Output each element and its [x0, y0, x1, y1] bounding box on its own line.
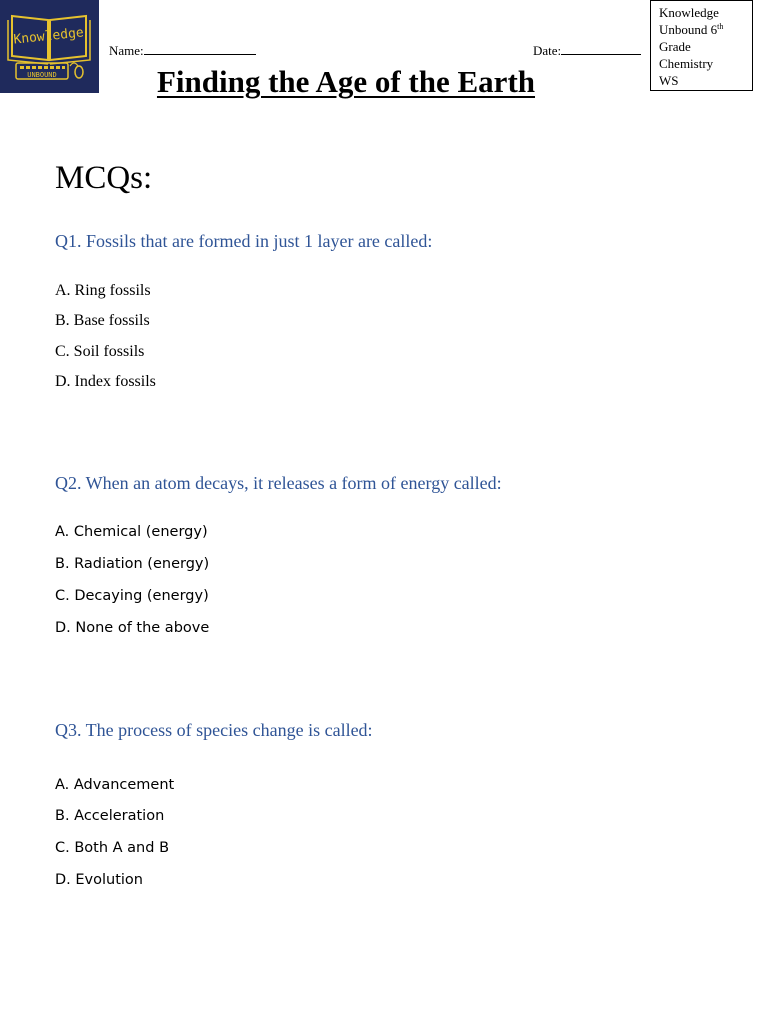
info-line-4: Chemistry [659, 56, 714, 71]
question-3: Q3. The process of species change is called: [55, 720, 373, 740]
q1-option-c: C. Soil fossils [55, 343, 145, 360]
name-label: Name: [109, 43, 144, 58]
svg-text:Knowledge: Knowledge [12, 25, 85, 48]
info-line-2: Unbound 6th [659, 22, 724, 37]
q2-option-a: A. Chemical (energy) [55, 524, 208, 540]
info-line-5: WS [659, 73, 679, 88]
q3-option-b: B. Acceleration [55, 808, 165, 824]
svg-text:UNBOUND: UNBOUND [27, 71, 57, 79]
name-blank[interactable] [144, 42, 256, 55]
q3-option-a: A. Advancement [55, 777, 175, 793]
q2-option-d: D. None of the above [55, 620, 210, 636]
worksheet-title: Finding the Age of the Earth [156, 64, 536, 99]
q1-option-d: D. Index fossils [55, 373, 156, 390]
q2-option-b: B. Radiation (energy) [55, 556, 210, 572]
info-line-1: Knowledge [659, 5, 719, 20]
section-heading: MCQs: [55, 160, 153, 196]
date-blank[interactable] [561, 42, 641, 55]
question-2: Q2. When an atom decays, it releases a form of energy called: [55, 473, 502, 493]
question-1: Q1. Fossils that are formed in just 1 layer are called: [55, 231, 433, 251]
name-field [109, 42, 256, 59]
date-label: Date: [533, 43, 562, 58]
date-field [533, 42, 641, 59]
q3-option-c: C. Both A and B [55, 840, 170, 856]
q1-option-a: A. Ring fossils [55, 282, 151, 299]
q3-option-d: D. Evolution [55, 872, 143, 888]
q2-option-c: C. Decaying (energy) [55, 588, 209, 604]
q1-option-b: B. Base fossils [55, 312, 150, 329]
info-line-3: Grade [659, 39, 691, 54]
